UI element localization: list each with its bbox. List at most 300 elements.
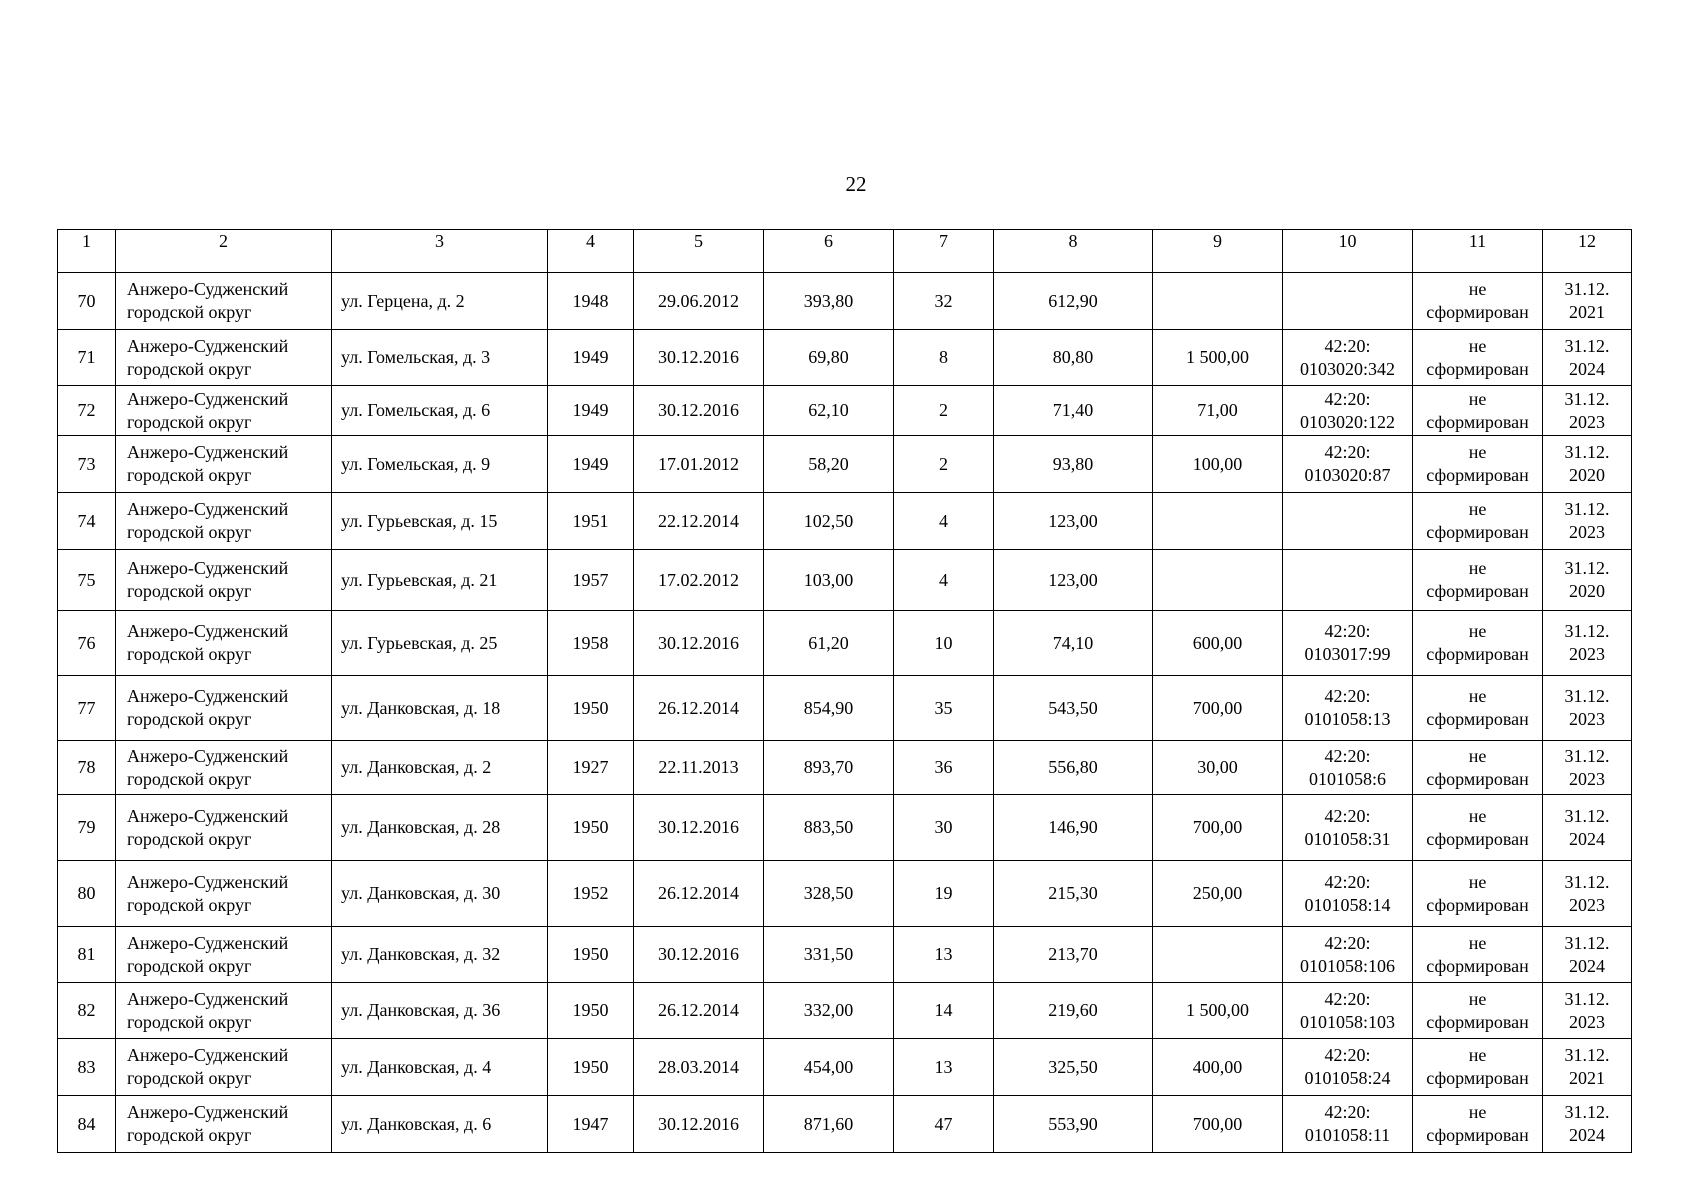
cadastral-number-cell-line: 42:20: (1324, 988, 1371, 1009)
table-row (58, 273, 1632, 330)
year-cell: 1947 (548, 1096, 634, 1153)
page-number: 22 (845, 172, 867, 196)
column-8-cell: 553,90 (994, 1096, 1153, 1153)
row-number-cell: 83 (58, 1039, 116, 1096)
municipality-cell-line: городской округ (127, 1068, 252, 1088)
column-number-10: 10 (1283, 230, 1413, 273)
residents-cell: 14 (894, 983, 994, 1039)
column-9-cell (1153, 273, 1283, 330)
column-9-cell: 1 500,00 (1153, 330, 1283, 386)
column-8-cell: 612,90 (994, 273, 1153, 330)
deadline-cell-line: 2020 (1569, 581, 1605, 601)
land-status-cell (1413, 493, 1543, 550)
date-cell: 26.12.2014 (634, 983, 764, 1039)
land-status-cell-line: не (1468, 558, 1487, 578)
column-9-cell: 400,00 (1153, 1039, 1283, 1096)
column-9-cell: 30,00 (1153, 741, 1283, 795)
year-cell: 1952 (548, 861, 634, 927)
land-status-cell-line: сформирован (1426, 1125, 1529, 1145)
year-cell: 1950 (548, 676, 634, 741)
deadline-cell (1543, 273, 1632, 330)
column-9-cell (1153, 493, 1283, 550)
residents-cell: 32 (894, 273, 994, 330)
cadastral-number-cell-line: 0101058:14 (1304, 894, 1391, 915)
cadastral-number-cell (1283, 927, 1413, 983)
table-row (58, 983, 1632, 1039)
municipality-cell (116, 273, 332, 330)
column-9-cell (1153, 927, 1283, 983)
column-8-cell: 215,30 (994, 861, 1153, 927)
cadastral-number-cell (1283, 550, 1413, 611)
deadline-cell (1543, 927, 1632, 983)
land-status-cell (1413, 741, 1543, 795)
cadastral-number-cell (1283, 795, 1413, 861)
cadastral-number-cell (1283, 436, 1413, 493)
deadline-cell (1543, 1096, 1632, 1153)
land-status-cell-line: не (1468, 686, 1487, 706)
table-row (58, 493, 1632, 550)
column-9-cell: 700,00 (1153, 1096, 1283, 1153)
residents-cell: 13 (894, 1039, 994, 1096)
land-status-cell-line: сформирован (1426, 411, 1529, 432)
land-status-cell (1413, 386, 1543, 436)
table-row (58, 1039, 1632, 1096)
municipality-cell-line: Анжеро-Судженский (127, 871, 289, 892)
cadastral-number-cell (1283, 1039, 1413, 1096)
column-9-cell: 700,00 (1153, 676, 1283, 741)
deadline-cell-line: 31.12. (1564, 1045, 1610, 1065)
row-number-cell: 75 (58, 550, 116, 611)
cadastral-number-cell (1283, 861, 1413, 927)
municipality-cell (116, 493, 332, 550)
residents-cell: 47 (894, 1096, 994, 1153)
address-cell: ул. Данковская, д. 2 (332, 741, 548, 795)
area-cell: 854,90 (764, 676, 894, 741)
cadastral-number-cell-line: 42:20: (1324, 871, 1371, 892)
deadline-cell (1543, 611, 1632, 676)
deadline-cell-line: 31.12. (1564, 988, 1610, 1009)
address-cell: ул. Данковская, д. 36 (332, 983, 548, 1039)
year-cell: 1950 (548, 927, 634, 983)
column-8-cell: 123,00 (994, 550, 1153, 611)
land-status-cell (1413, 1039, 1543, 1096)
land-status-cell-line: не (1468, 1045, 1487, 1065)
land-status-cell-line: сформирован (1426, 302, 1529, 322)
cadastral-number-cell (1283, 1096, 1413, 1153)
municipality-cell-line: городской округ (127, 709, 252, 729)
land-status-cell-line: сформирован (1426, 894, 1529, 915)
land-status-cell-line: сформирован (1426, 1011, 1529, 1032)
municipality-cell-line: городской округ (127, 1011, 252, 1032)
municipality-cell (116, 330, 332, 386)
municipality-cell-line: городской округ (127, 411, 252, 432)
municipality-cell-line: Анжеро-Судженский (127, 279, 289, 299)
cadastral-number-cell-line: 42:20: (1324, 335, 1371, 356)
cadastral-number-cell-line: 0101058:11 (1304, 1125, 1391, 1145)
column-8-cell: 146,90 (994, 795, 1153, 861)
land-status-cell-line: не (1468, 745, 1487, 766)
cadastral-number-cell (1283, 611, 1413, 676)
area-cell: 328,50 (764, 861, 894, 927)
land-status-cell (1413, 927, 1543, 983)
municipality-cell-line: Анжеро-Судженский (127, 388, 289, 409)
municipality-cell-line: городской округ (127, 828, 252, 849)
column-8-cell: 213,70 (994, 927, 1153, 983)
municipality-cell-line: Анжеро-Судженский (127, 745, 289, 766)
year-cell: 1950 (548, 1039, 634, 1096)
date-cell: 17.01.2012 (634, 436, 764, 493)
land-status-cell (1413, 273, 1543, 330)
table-row (58, 927, 1632, 983)
table-row (58, 436, 1632, 493)
deadline-cell-line: 2023 (1569, 709, 1605, 729)
deadline-cell (1543, 741, 1632, 795)
table-body (58, 273, 1632, 1153)
deadline-cell-line: 31.12. (1564, 335, 1610, 356)
cadastral-number-cell-line: 0101058:24 (1304, 1068, 1391, 1088)
land-status-cell-line: сформирован (1426, 644, 1529, 664)
municipality-cell (116, 927, 332, 983)
column-8-cell: 71,40 (994, 386, 1153, 436)
municipality-cell (116, 550, 332, 611)
municipality-cell (116, 983, 332, 1039)
address-cell: ул. Герцена, д. 2 (332, 273, 548, 330)
year-cell: 1949 (548, 436, 634, 493)
municipality-cell-line: городской округ (127, 465, 252, 485)
land-status-cell-line: не (1468, 871, 1487, 892)
land-status-cell-line: не (1468, 621, 1487, 641)
address-cell: ул. Гомельская, д. 3 (332, 330, 548, 386)
deadline-cell (1543, 436, 1632, 493)
area-cell: 883,50 (764, 795, 894, 861)
column-9-cell: 71,00 (1153, 386, 1283, 436)
date-cell: 22.11.2013 (634, 741, 764, 795)
table-row (58, 330, 1632, 386)
land-status-cell (1413, 861, 1543, 927)
municipality-cell (116, 795, 332, 861)
cadastral-number-cell (1283, 330, 1413, 386)
row-number-cell: 78 (58, 741, 116, 795)
cadastral-number-cell (1283, 386, 1413, 436)
column-8-cell: 80,80 (994, 330, 1153, 386)
municipality-cell (116, 386, 332, 436)
row-number-cell: 80 (58, 861, 116, 927)
year-cell: 1958 (548, 611, 634, 676)
municipality-cell-line: Анжеро-Судженский (127, 335, 289, 356)
address-cell: ул. Гурьевская, д. 15 (332, 493, 548, 550)
cadastral-number-cell (1283, 676, 1413, 741)
column-8-cell: 93,80 (994, 436, 1153, 493)
area-cell: 103,00 (764, 550, 894, 611)
land-status-cell (1413, 983, 1543, 1039)
area-cell: 69,80 (764, 330, 894, 386)
column-number-3: 3 (332, 230, 548, 273)
cadastral-number-cell (1283, 741, 1413, 795)
deadline-cell (1543, 983, 1632, 1039)
row-number-cell: 79 (58, 795, 116, 861)
municipality-cell-line: Анжеро-Судженский (127, 442, 289, 462)
municipality-cell (116, 1096, 332, 1153)
row-number-cell: 72 (58, 386, 116, 436)
date-cell: 30.12.2016 (634, 795, 764, 861)
date-cell: 30.12.2016 (634, 927, 764, 983)
address-cell: ул. Гомельская, д. 6 (332, 386, 548, 436)
deadline-cell-line: 31.12. (1564, 558, 1610, 578)
municipality-cell-line: Анжеро-Судженский (127, 558, 289, 578)
deadline-cell-line: 31.12. (1564, 279, 1610, 299)
land-status-cell (1413, 611, 1543, 676)
table-row (58, 386, 1632, 436)
municipality-cell-line: Анжеро-Судженский (127, 932, 289, 953)
land-status-cell (1413, 550, 1543, 611)
row-number-cell: 74 (58, 493, 116, 550)
cadastral-number-cell-line: 0103020:122 (1299, 411, 1395, 432)
area-cell: 393,80 (764, 273, 894, 330)
residents-cell: 13 (894, 927, 994, 983)
municipality-cell-line: городской округ (127, 768, 252, 789)
land-status-cell-line: сформирован (1426, 465, 1529, 485)
deadline-cell (1543, 386, 1632, 436)
deadline-cell-line: 2021 (1569, 302, 1605, 322)
cadastral-number-cell-line: 42:20: (1324, 932, 1371, 953)
address-cell: ул. Данковская, д. 30 (332, 861, 548, 927)
land-status-cell-line: не (1468, 442, 1487, 462)
column-8-cell: 219,60 (994, 983, 1153, 1039)
land-status-cell-line: сформирован (1426, 581, 1529, 601)
column-9-cell: 700,00 (1153, 795, 1283, 861)
column-number-11: 11 (1413, 230, 1543, 273)
cadastral-number-cell-line: 0101058:31 (1304, 828, 1391, 849)
municipality-cell (116, 676, 332, 741)
residents-cell: 4 (894, 550, 994, 611)
cadastral-number-cell-line: 42:20: (1324, 745, 1371, 766)
municipality-cell (116, 861, 332, 927)
column-number-7: 7 (894, 230, 994, 273)
cadastral-number-cell (1283, 493, 1413, 550)
residents-cell: 36 (894, 741, 994, 795)
year-cell: 1950 (548, 795, 634, 861)
land-status-cell-line: сформирован (1426, 768, 1529, 789)
land-status-cell-line: сформирован (1426, 828, 1529, 849)
land-status-cell-line: сформирован (1426, 522, 1529, 542)
area-cell: 454,00 (764, 1039, 894, 1096)
table-row (58, 611, 1632, 676)
column-8-cell: 325,50 (994, 1039, 1153, 1096)
cadastral-number-cell-line: 0103020:342 (1299, 358, 1395, 379)
table-row (58, 1096, 1632, 1153)
date-cell: 29.06.2012 (634, 273, 764, 330)
column-number-1: 1 (58, 230, 116, 273)
row-number-cell: 82 (58, 983, 116, 1039)
municipality-cell-line: Анжеро-Судженский (127, 621, 289, 641)
address-cell: ул. Данковская, д. 4 (332, 1039, 548, 1096)
column-number-8: 8 (994, 230, 1153, 273)
deadline-cell (1543, 550, 1632, 611)
residents-cell: 2 (894, 386, 994, 436)
column-number-5: 5 (634, 230, 764, 273)
deadline-cell-line: 2024 (1569, 358, 1605, 379)
cadastral-number-cell-line: 42:20: (1324, 686, 1371, 706)
date-cell: 30.12.2016 (634, 386, 764, 436)
residents-cell: 30 (894, 795, 994, 861)
cadastral-number-cell-line: 42:20: (1324, 805, 1371, 826)
column-number-4: 4 (548, 230, 634, 273)
deadline-cell-line: 2023 (1569, 644, 1605, 664)
year-cell: 1927 (548, 741, 634, 795)
deadline-cell-line: 31.12. (1564, 686, 1610, 706)
deadline-cell-line: 31.12. (1564, 442, 1610, 462)
cadastral-number-cell-line: 0101058:6 (1308, 768, 1386, 789)
cadastral-number-cell-line: 0103017:99 (1304, 644, 1391, 664)
municipality-cell-line: городской округ (127, 1125, 252, 1145)
land-status-cell (1413, 436, 1543, 493)
date-cell: 30.12.2016 (634, 611, 764, 676)
row-number-cell: 81 (58, 927, 116, 983)
deadline-cell (1543, 795, 1632, 861)
municipality-cell-line: городской округ (127, 644, 252, 664)
land-status-cell-line: не (1468, 335, 1487, 356)
row-number-cell: 84 (58, 1096, 116, 1153)
deadline-cell-line: 31.12. (1564, 805, 1610, 826)
land-status-cell-line: сформирован (1426, 955, 1529, 976)
table-row (58, 550, 1632, 611)
land-status-cell-line: сформирован (1426, 1068, 1529, 1088)
deadline-cell (1543, 1039, 1632, 1096)
row-number-cell: 76 (58, 611, 116, 676)
column-9-cell: 100,00 (1153, 436, 1283, 493)
address-cell: ул. Данковская, д. 28 (332, 795, 548, 861)
address-cell: ул. Данковская, д. 6 (332, 1096, 548, 1153)
table-row (58, 795, 1632, 861)
area-cell: 331,50 (764, 927, 894, 983)
column-8-cell: 556,80 (994, 741, 1153, 795)
deadline-cell-line: 2024 (1569, 828, 1605, 849)
row-number-cell: 73 (58, 436, 116, 493)
address-cell: ул. Гурьевская, д. 21 (332, 550, 548, 611)
cadastral-number-cell-line: 42:20: (1324, 388, 1371, 409)
year-cell: 1950 (548, 983, 634, 1039)
cadastral-number-cell-line: 0101058:103 (1299, 1011, 1395, 1032)
column-number-9: 9 (1153, 230, 1283, 273)
column-8-cell: 543,50 (994, 676, 1153, 741)
deadline-cell-line: 31.12. (1564, 1102, 1610, 1122)
deadline-cell-line: 2023 (1569, 411, 1605, 432)
residents-cell: 10 (894, 611, 994, 676)
column-8-cell: 123,00 (994, 493, 1153, 550)
column-8-cell: 74,10 (994, 611, 1153, 676)
cadastral-number-cell-line: 0101058:13 (1304, 709, 1391, 729)
area-cell: 58,20 (764, 436, 894, 493)
date-cell: 26.12.2014 (634, 676, 764, 741)
table-row (58, 861, 1632, 927)
deadline-cell-line: 31.12. (1564, 932, 1610, 953)
land-status-cell-line: не (1468, 279, 1487, 299)
column-9-cell: 600,00 (1153, 611, 1283, 676)
deadline-cell (1543, 861, 1632, 927)
deadline-cell-line: 2024 (1569, 1125, 1605, 1145)
deadline-cell-line: 2020 (1569, 465, 1605, 485)
cadastral-number-cell-line: 42:20: (1324, 1045, 1371, 1065)
year-cell: 1948 (548, 273, 634, 330)
municipality-cell-line: Анжеро-Судженский (127, 686, 289, 706)
address-cell: ул. Гомельская, д. 9 (332, 436, 548, 493)
cadastral-number-cell-line: 42:20: (1324, 1102, 1371, 1122)
land-status-cell-line: сформирован (1426, 358, 1529, 379)
land-status-cell (1413, 1096, 1543, 1153)
year-cell: 1951 (548, 493, 634, 550)
cadastral-number-cell-line: 0101058:106 (1299, 955, 1395, 976)
date-cell: 30.12.2016 (634, 330, 764, 386)
area-cell: 102,50 (764, 493, 894, 550)
municipality-cell-line: городской округ (127, 581, 252, 601)
date-cell: 17.02.2012 (634, 550, 764, 611)
address-cell: ул. Данковская, д. 18 (332, 676, 548, 741)
land-status-cell-line: не (1468, 1102, 1487, 1122)
municipality-cell-line: Анжеро-Судженский (127, 499, 289, 519)
column-number-12: 12 (1543, 230, 1632, 273)
year-cell: 1949 (548, 330, 634, 386)
address-cell: ул. Данковская, д. 32 (332, 927, 548, 983)
municipality-cell-line: городской округ (127, 522, 252, 542)
deadline-cell-line: 2023 (1569, 894, 1605, 915)
land-status-cell-line: не (1468, 388, 1487, 409)
deadline-cell-line: 2023 (1569, 522, 1605, 542)
deadline-cell-line: 31.12. (1564, 499, 1610, 519)
deadline-cell-line: 31.12. (1564, 871, 1610, 892)
municipality-cell-line: Анжеро-Судженский (127, 1045, 289, 1065)
date-cell: 22.12.2014 (634, 493, 764, 550)
column-number-6: 6 (764, 230, 894, 273)
area-cell: 871,60 (764, 1096, 894, 1153)
municipality-cell-line: Анжеро-Судженский (127, 805, 289, 826)
address-cell: ул. Гурьевская, д. 25 (332, 611, 548, 676)
area-cell: 893,70 (764, 741, 894, 795)
table-row (58, 676, 1632, 741)
deadline-cell-line: 31.12. (1564, 745, 1610, 766)
deadline-cell-line: 2023 (1569, 1011, 1605, 1032)
row-number-cell: 71 (58, 330, 116, 386)
row-number-cell: 70 (58, 273, 116, 330)
date-cell: 26.12.2014 (634, 861, 764, 927)
column-9-cell: 1 500,00 (1153, 983, 1283, 1039)
municipality-cell-line: городской округ (127, 358, 252, 379)
cadastral-number-cell-line: 42:20: (1324, 442, 1371, 462)
municipality-cell-line: городской округ (127, 302, 252, 322)
municipality-cell (116, 741, 332, 795)
residents-cell: 8 (894, 330, 994, 386)
area-cell: 62,10 (764, 386, 894, 436)
date-cell: 30.12.2016 (634, 1096, 764, 1153)
land-status-cell-line: не (1468, 932, 1487, 953)
residents-cell: 35 (894, 676, 994, 741)
deadline-cell (1543, 330, 1632, 386)
cadastral-number-cell-line: 0103020:87 (1304, 465, 1391, 485)
header-row (58, 230, 1632, 273)
table-row (58, 741, 1632, 795)
housing-register-table (57, 229, 1632, 1153)
land-status-cell-line: не (1468, 805, 1487, 826)
municipality-cell-line: Анжеро-Судженский (127, 1102, 289, 1122)
deadline-cell-line: 2023 (1569, 768, 1605, 789)
date-cell: 28.03.2014 (634, 1039, 764, 1096)
area-cell: 332,00 (764, 983, 894, 1039)
municipality-cell-line: городской округ (127, 894, 252, 915)
deadline-cell-line: 31.12. (1564, 621, 1610, 641)
year-cell: 1957 (548, 550, 634, 611)
residents-cell: 2 (894, 436, 994, 493)
deadline-cell (1543, 676, 1632, 741)
cadastral-number-cell-line: 42:20: (1324, 621, 1371, 641)
